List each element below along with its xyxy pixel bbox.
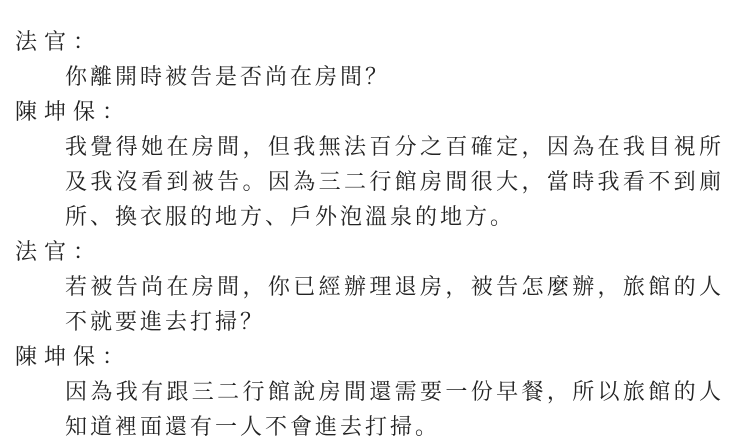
transcript-turn [15, 94, 723, 234]
speaker-label: 法官： [15, 29, 103, 54]
transcript-line: 若被告尚在房間，你已經辦理退房，被告怎麼辦，旅館的人 [65, 274, 723, 299]
transcript-turn [15, 24, 723, 94]
speaker-label: 法官： [15, 239, 103, 264]
transcript-line: 因為我有跟三二行館說房間還需要一份早餐，所以旅館的人 [65, 379, 723, 404]
transcript-line: 所、換衣服的地方、戶外泡溫泉的地方。 [65, 204, 516, 229]
transcript-line: 我覺得她在房間，但我無法百分之百確定，因為在我目視所 [65, 134, 723, 159]
transcript-line: 不就要進去打掃？ [65, 309, 266, 334]
speaker-label: 陳坤保： [15, 344, 132, 369]
transcript-turn [15, 234, 723, 339]
transcript-turn [15, 339, 723, 444]
speaker-label: 陳坤保： [15, 99, 132, 124]
transcript-line: 你離開時被告是否尚在房間？ [65, 64, 391, 89]
transcript-line: 知道裡面還有一人不會進去打掃。 [65, 414, 441, 439]
transcript-line: 及我沒看到被告。因為三二行館房間很大，當時我看不到廁 [65, 169, 723, 194]
